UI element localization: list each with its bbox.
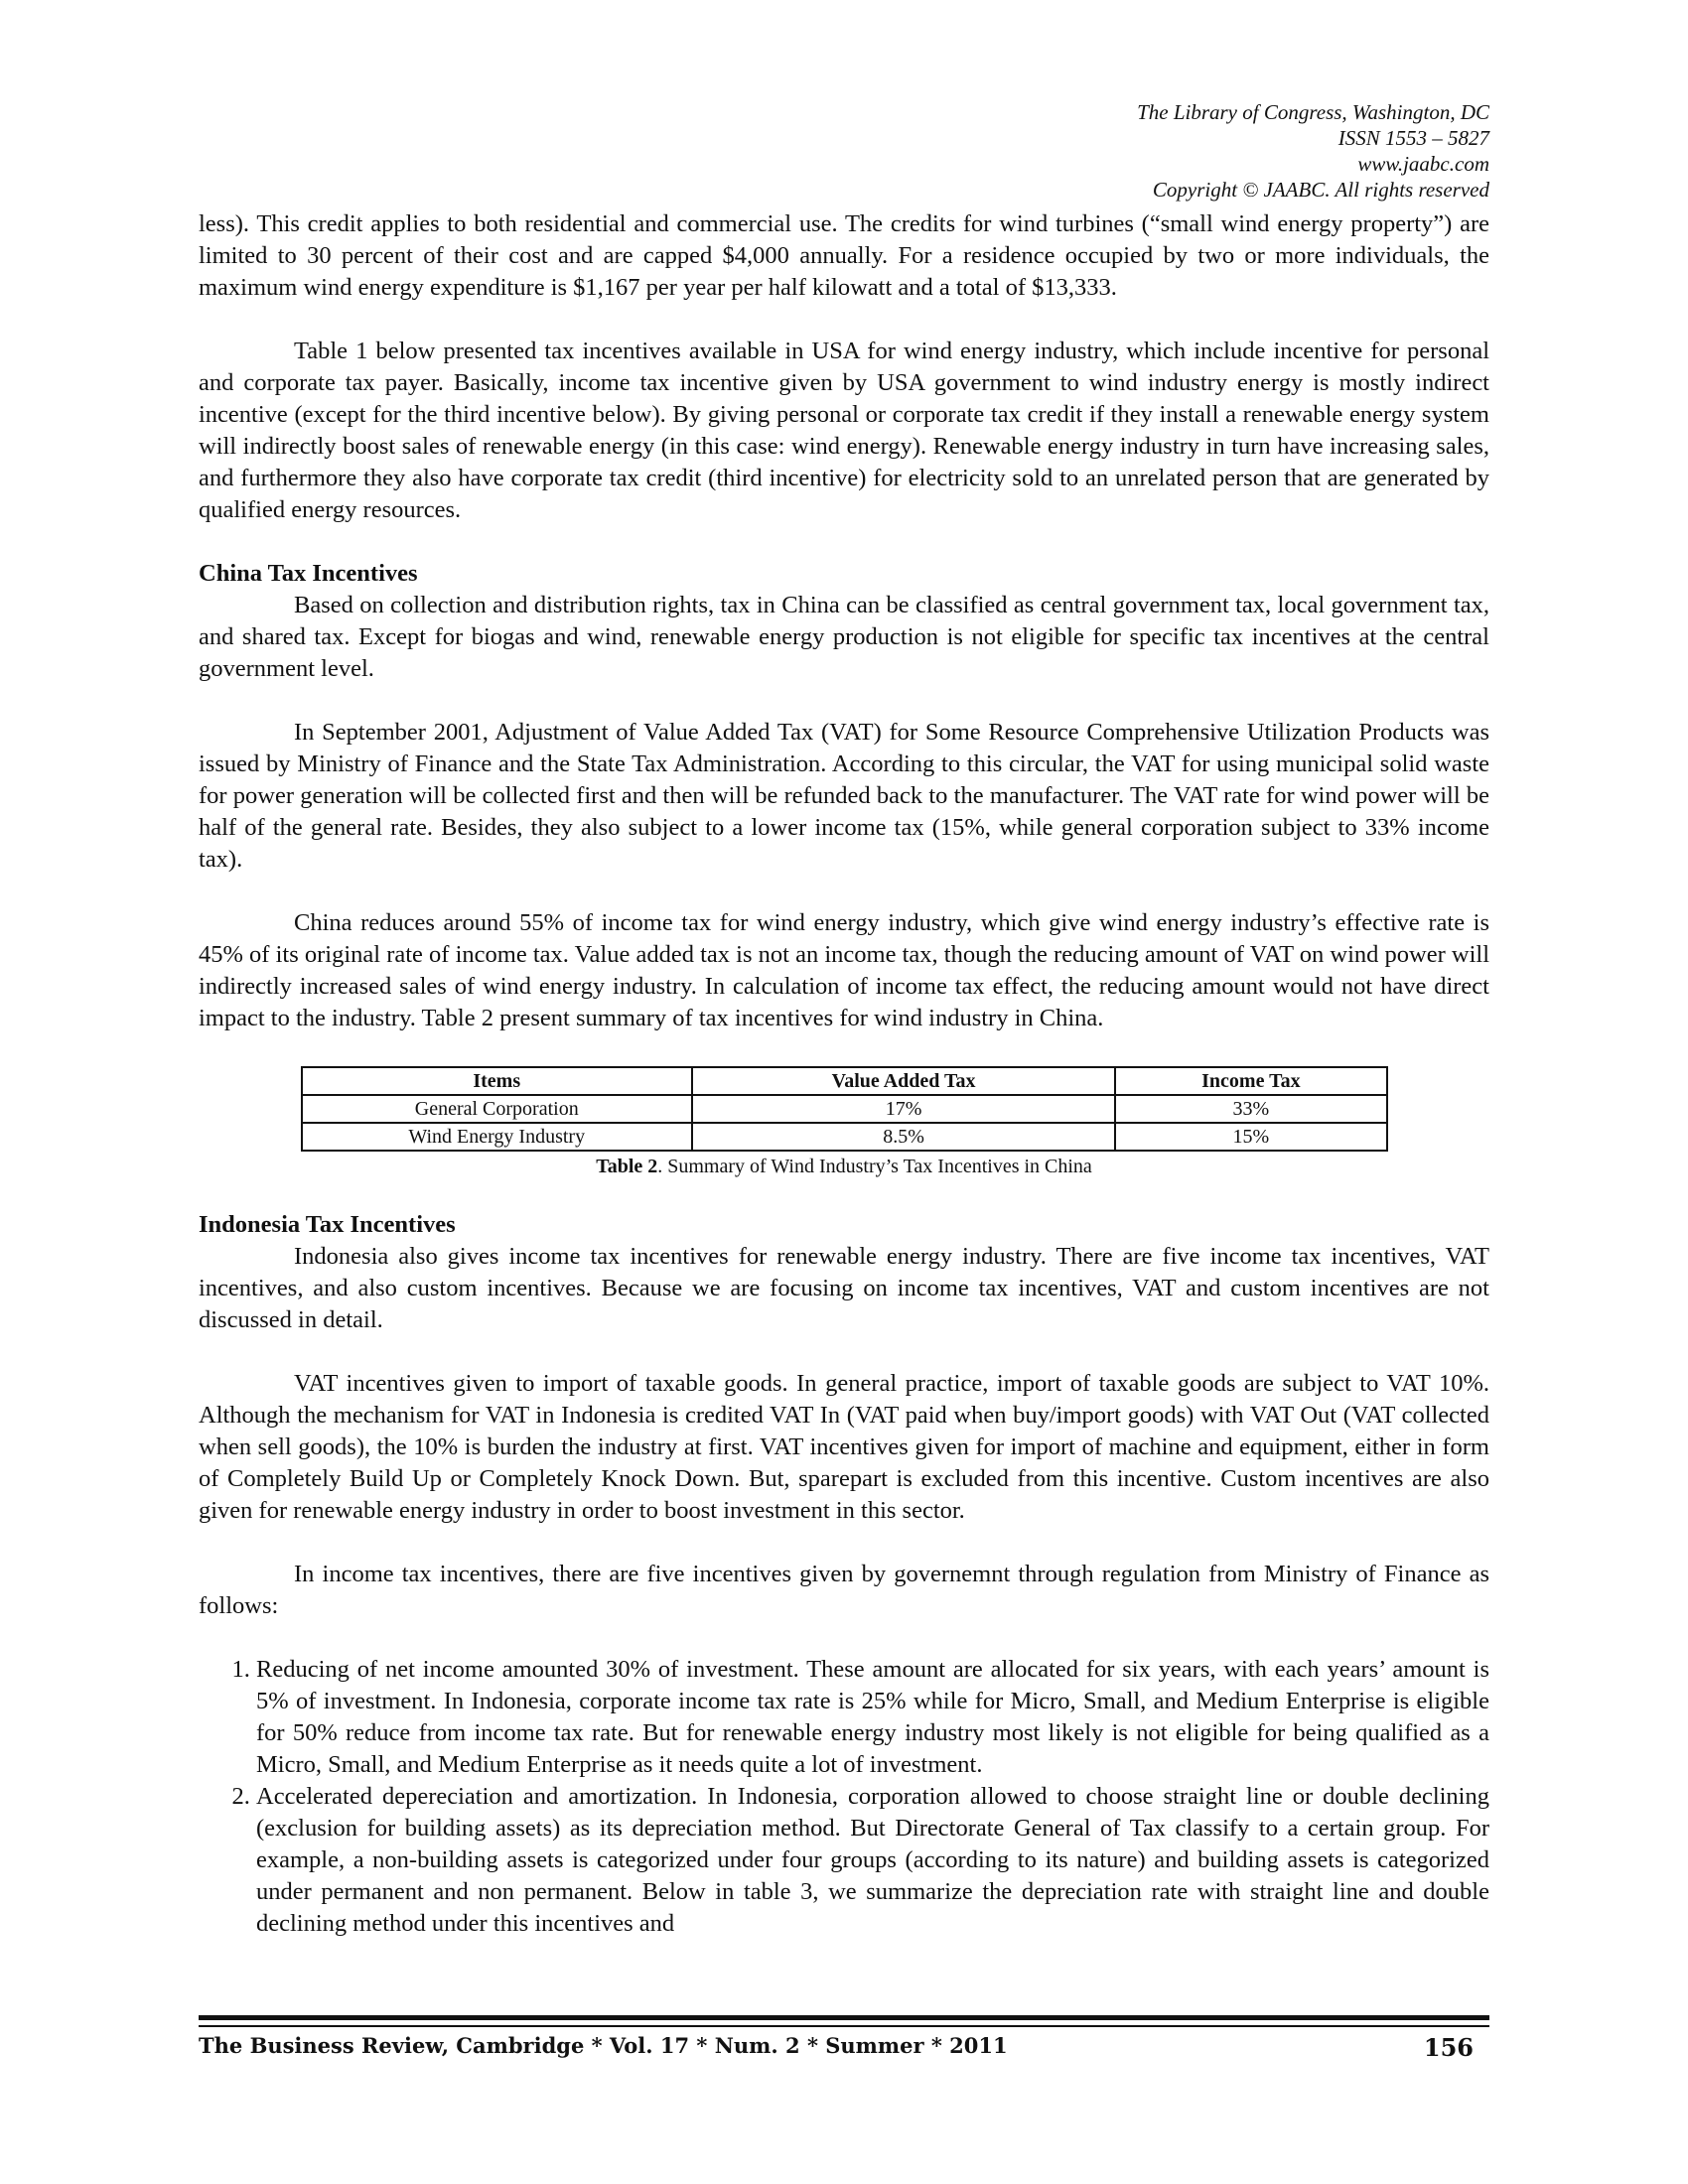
table-cell: 8.5% xyxy=(692,1123,1115,1151)
table-cell: 15% xyxy=(1115,1123,1386,1151)
header-issn: ISSN 1553 – 5827 xyxy=(1337,126,1489,150)
table-header-income-tax: Income Tax xyxy=(1115,1067,1386,1095)
body-text xyxy=(199,208,1489,1940)
table-cell: 33% xyxy=(1115,1095,1386,1123)
table-2 xyxy=(301,1066,1388,1152)
paragraph-indonesia-incentives: Indonesia also gives income tax incentives for renewable energy industry. There are five income tax incentives, VAT incentives, and also custom incentives. Because we are focusing on income tax incentives, VAT and custom incentives are not discussed in detail. xyxy=(199,1243,1489,1333)
paragraph-wind-credit: less). This credit applies to both residential and commercial use. The credits for wind turbines (“small wind energy property”) are limited to 30 percent of their cost and are capped $4,000 annually. For a residence occupied by two or more individuals, the maximum wind energy expenditure is $1,167 per year per half kilowatt and a total of $13,333. xyxy=(199,210,1489,301)
page-header xyxy=(1137,99,1489,203)
page-number: 156 xyxy=(1423,2033,1474,2062)
paragraph-indonesia-income-tax: In income tax incentives, there are five incentives given by governemnt through regulation from Ministry of Finance as follows: xyxy=(199,1561,1489,1619)
table-header-items: Items xyxy=(302,1067,692,1095)
table-row xyxy=(302,1123,1387,1151)
table-cell: Wind Energy Industry xyxy=(302,1123,692,1151)
table-row xyxy=(302,1095,1387,1123)
header-copyright: Copyright © JAABC. All rights reserved xyxy=(1152,178,1489,202)
list-item: 2. Accelerated depereciation and amortization. In Indonesia, corporation allowed to choose straight line or double declining (exclusion for building assets) as its depreciation method. But Directorate General of Tax classify to a certain group. For example, a non-building assets is categorized under four groups (according to its nature) and building assets is categorized under permanent and non permanent. Below in table 3, we summarize the depreciation rate with straight line and double declining method under this incentives and xyxy=(256,1781,1489,1940)
table-header-row xyxy=(302,1067,1387,1095)
paragraph-china-vat: In September 2001, Adjustment of Value Added Tax (VAT) for Some Resource Comprehensive Utilization Products was issued by Ministry of Finance and the State Tax Administration. According to this circular, the VAT for using municipal solid waste for power generation will be collected first and then will be refunded back to the manufacturer. The VAT rate for wind power will be half of the general rate. Besides, they also subject to a lower income tax (15%, while general corporation subject to 33% income tax). xyxy=(199,719,1489,873)
paragraph-china-tax: Based on collection and distribution rights, tax in China can be classified as central government tax, local government tax, and shared tax. Except for biogas and wind, renewable energy production is not eligible for specific tax incentives at the central government level. xyxy=(199,592,1489,682)
header-website: www.jaabc.com xyxy=(1357,152,1489,176)
header-library: The Library of Congress, Washington, DC xyxy=(1137,100,1489,124)
table-caption-text: . Summary of Wind Industry’s Tax Incentives in China xyxy=(657,1156,1092,1177)
table-caption-label: Table 2 xyxy=(596,1156,658,1177)
list-item: 1. Reducing of net income amounted 30% of investment. These amount are allocated for six years, with each years’ amount is 5% of investment. In Indonesia, corporate income tax rate is 25% while for Micro, Small, and Medium Enterprise is eligible for 50% reduce from income tax rate. But for renewable energy industry most likely is not eligible for being qualified as a Micro, Small, and Medium Enterprise as it needs quite a lot of investment. xyxy=(256,1654,1489,1781)
paragraph-indonesia-vat: VAT incentives given to import of taxable goods. In general practice, import of taxable goods are subject to VAT 10%. Although the mechanism for VAT in Indonesia is credited VAT In (VAT paid when buy/import goods) with VAT Out (VAT collected when sell goods), the 10% is burden the industry at first. VAT incentives given for import of machine and equipment, either in form of Completely Build Up or Completely Knock Down. But, sparepart is excluded from this incentive. Custom incentives are also given for renewable energy industry in order to boost investment in this sector. xyxy=(199,1370,1489,1524)
table-caption xyxy=(199,1154,1489,1179)
table-cell: 17% xyxy=(692,1095,1115,1123)
paragraph-usa-incentives: Table 1 below presented tax incentives available in USA for wind energy industry, which include incentive for personal and corporate tax payer. Basically, income tax incentive given by USA government to wind industry energy is mostly indirect incentive (except for the third incentive below). By giving personal or corporate tax credit if they install a renewable energy system will indirectly boost sales of renewable energy (in this case: wind energy). Renewable energy industry in turn have increasing sales, and furthermore they also have corporate tax credit (third incentive) for electricity sold to an unrelated person that are generated by qualified energy resources. xyxy=(199,338,1489,523)
footer-journal: The Business Review, Cambridge * Vol. 17 * Num. 2 * Summer * 2011 xyxy=(199,2033,1008,2058)
footer-rule-thick xyxy=(199,2015,1489,2020)
document-page xyxy=(199,0,1489,2184)
section-heading-china: China Tax Incentives xyxy=(199,560,418,587)
incentive-list xyxy=(199,1654,1489,1940)
section-heading-indonesia: Indonesia Tax Incentives xyxy=(199,1211,456,1238)
table-cell: General Corporation xyxy=(302,1095,692,1123)
footer-rule-thin xyxy=(199,2025,1489,2027)
table-header-vat: Value Added Tax xyxy=(692,1067,1115,1095)
paragraph-china-reduction: China reduces around 55% of income tax for wind energy industry, which give wind energy industry’s effective rate is 45% of its original rate of income tax. Value added tax is not an income tax, though the reducing amount of VAT on wind power will indirectly increased sales of wind energy industry. In calculation of income tax effect, the reducing amount would not have direct impact to the industry. Table 2 present summary of tax incentives for wind industry in China. xyxy=(199,909,1489,1031)
